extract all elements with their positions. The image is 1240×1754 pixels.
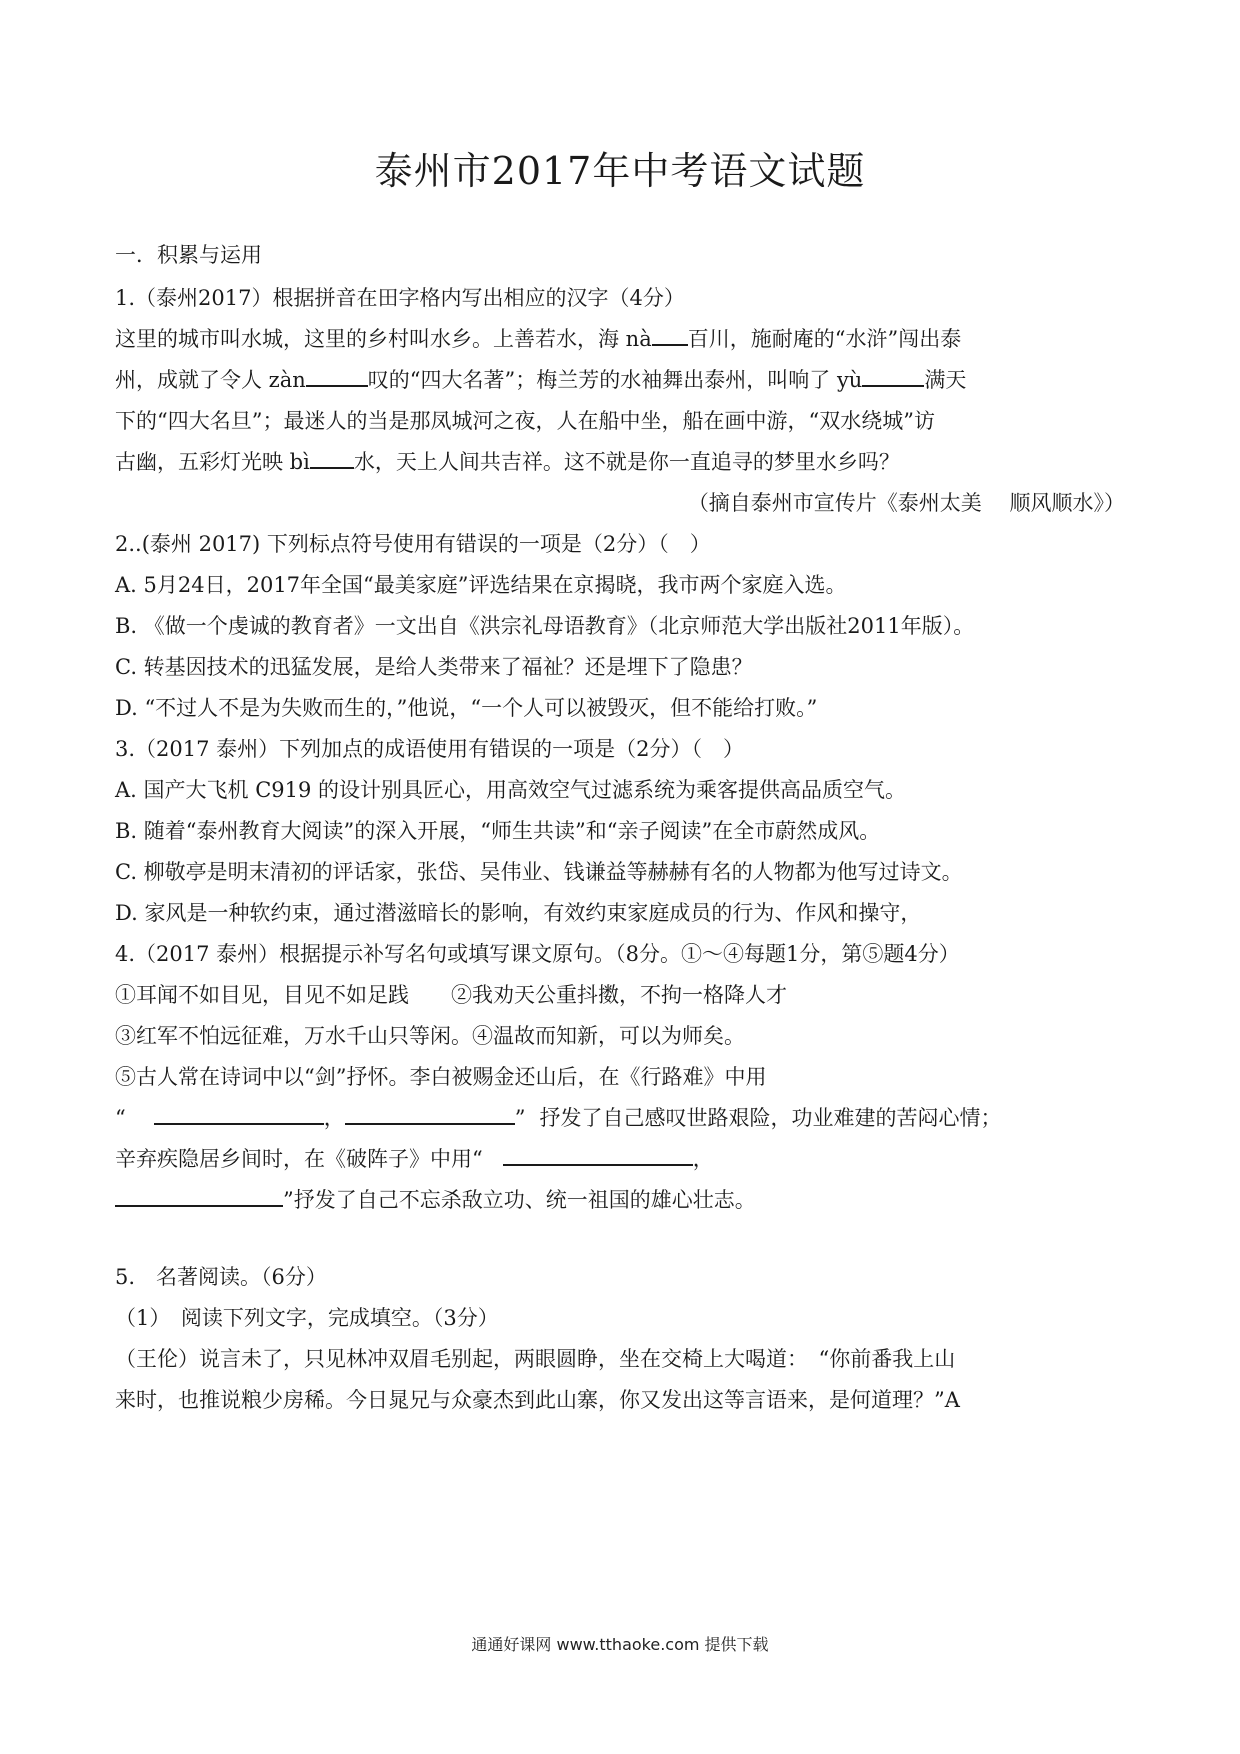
question-1-line-3: 下的“四大名旦”；最迷人的当是那凤城河之夜，人在船中坐，船在画中游，“双水绕城”访 (115, 409, 935, 433)
question-3-option-c: C. 柳敬亭是明末清初的评话家，张岱、吴伟业、钱谦益等赫赫有名的人物都为他写过诗文。 (115, 860, 963, 884)
q1-text-g: 水，天上人间共吉祥。这不就是你一直追寻的梦里水乡吗？ (353, 450, 900, 474)
q4-comma-2: ， (692, 1147, 714, 1171)
question-5-passage-line-2: 来时，也推说粮少房稀。今日晁兄与众豪杰到此山寨，你又发出这等言语来，是何道理？”A (115, 1388, 960, 1412)
q1-text-e: 满天 (924, 368, 967, 392)
question-3-stem: 3.（2017 泰州）下列加点的成语使用有错误的一项是（2分）（ ） (115, 737, 745, 761)
question-2-option-d: D. “不过人不是为失败而生的，”他说，“一个人可以被毁灭，但不能给打败。” (115, 696, 818, 720)
q4-blank-4[interactable] (115, 1185, 283, 1207)
q4-text-5: 辛弃疾隐居乡间时，在《破阵子》中用“ (115, 1147, 483, 1171)
page-footer: 通通好课网 www.tthaoke.com 提供下载 (471, 1635, 769, 1654)
question-4-line-4 (115, 1103, 1125, 1133)
question-2-option-a: A. 5月24日，2017年全国“最美家庭”评选结果在京揭晓，我市两个家庭入选。 (115, 573, 847, 597)
q1-blank-2[interactable] (306, 365, 368, 387)
q1-blank-1[interactable] (652, 324, 688, 346)
q1-blank-4[interactable] (310, 447, 354, 469)
question-4-line-5 (115, 1144, 1125, 1174)
section-heading: 一．积累与运用 (115, 243, 262, 267)
question-2-option-c: C. 转基因技术的迅猛发展，是给人类带来了福祉？还是埋下了隐患？ (115, 655, 753, 679)
q4-comma-1: ， (323, 1106, 345, 1130)
question-2-stem: 2..(泰州 2017) 下列标点符号使用有错误的一项是（2分）（ ） (115, 532, 711, 556)
question-3-option-a: A. 国产大飞机 C919 的设计别具匠心，用高效空气过滤系统为乘客提供高品质空气。 (115, 778, 907, 802)
q1-text-b: 百川，施耐庵的“水浒”闯出泰 (687, 327, 962, 351)
q1-text-f: 古幽，五彩灯光映 bì (115, 450, 310, 474)
q1-text-d: 叹的“四大名著”；梅兰芳的水袖舞出泰州，叫响了 yù (367, 368, 863, 392)
question-4-line-2: ③红军不怕远征难，万水千山只等闲。④温故而知新，可以为师矣。 (115, 1024, 745, 1048)
page-title: 泰州市2017年中考语文试题 (374, 149, 866, 193)
q4-close-quote: ” (514, 1106, 526, 1130)
q1-blank-3[interactable] (862, 365, 924, 387)
question-1-line-1 (115, 324, 1125, 354)
q4-tail-2: ”抒发了自己不忘杀敌立功、统一祖国的雄心壮志。 (283, 1188, 756, 1212)
question-5-stem: 5. 名著阅读。（6分） (115, 1265, 327, 1289)
question-1-line-4 (115, 447, 1125, 477)
question-4-line-6 (115, 1185, 1125, 1215)
question-1-line-2 (115, 365, 1125, 395)
q4-blank-2[interactable] (345, 1103, 515, 1125)
question-5-passage-line-1: （王伦）说言未了，只见林冲双眉毛别起，两眼圆睁，坐在交椅上大喝道： “你前番我上山 (115, 1347, 956, 1371)
question-2-option-b: B. 《做一个虔诚的教育者》一文出自《洪宗礼母语教育》（北京师范大学出版社2011年版）。 (115, 614, 975, 638)
question-1-stem: 1.（泰州2017）根据拼音在田字格内写出相应的汉字（4分） (115, 286, 685, 310)
q1-text-c: 州，成就了令人 zàn (115, 368, 306, 392)
question-3-option-b: B. 随着“泰州教育大阅读”的深入开展，“师生共读”和“亲子阅读”在全市蔚然成风。 (115, 819, 881, 843)
question-5-sub-1: （1） 阅读下列文字，完成填空。（3分） (115, 1306, 499, 1330)
q4-blank-3[interactable] (503, 1144, 693, 1166)
q4-tail-1: 抒发了自己感叹世路艰险，功业难建的苦闷心情； (539, 1106, 1002, 1130)
question-4-line-1: ①耳闻不如目见，目见不如足践 ②我劝天公重抖擞，不拘一格降人才 (115, 983, 787, 1007)
question-1-source: （摘自泰州市宣传片《泰州太美 顺风顺水》） (687, 491, 1125, 515)
q1-text-a: 这里的城市叫水城，这里的乡村叫水乡。上善若水，海 nà (115, 327, 652, 351)
question-3-option-d: D. 家风是一种软约束，通过潜滋暗长的影响，有效约束家庭成员的行为、作风和操守， (115, 901, 922, 925)
q4-open-quote: “ (115, 1106, 126, 1130)
q4-blank-1[interactable] (154, 1103, 324, 1125)
question-4-line-3: ⑤古人常在诗词中以“剑”抒怀。李白被赐金还山后，在《行路难》中用 (115, 1065, 767, 1089)
question-4-stem: 4.（2017 泰州）根据提示补写名句或填写课文原句。（8分。①～④每题1分，第⑤题4分） (115, 942, 960, 966)
